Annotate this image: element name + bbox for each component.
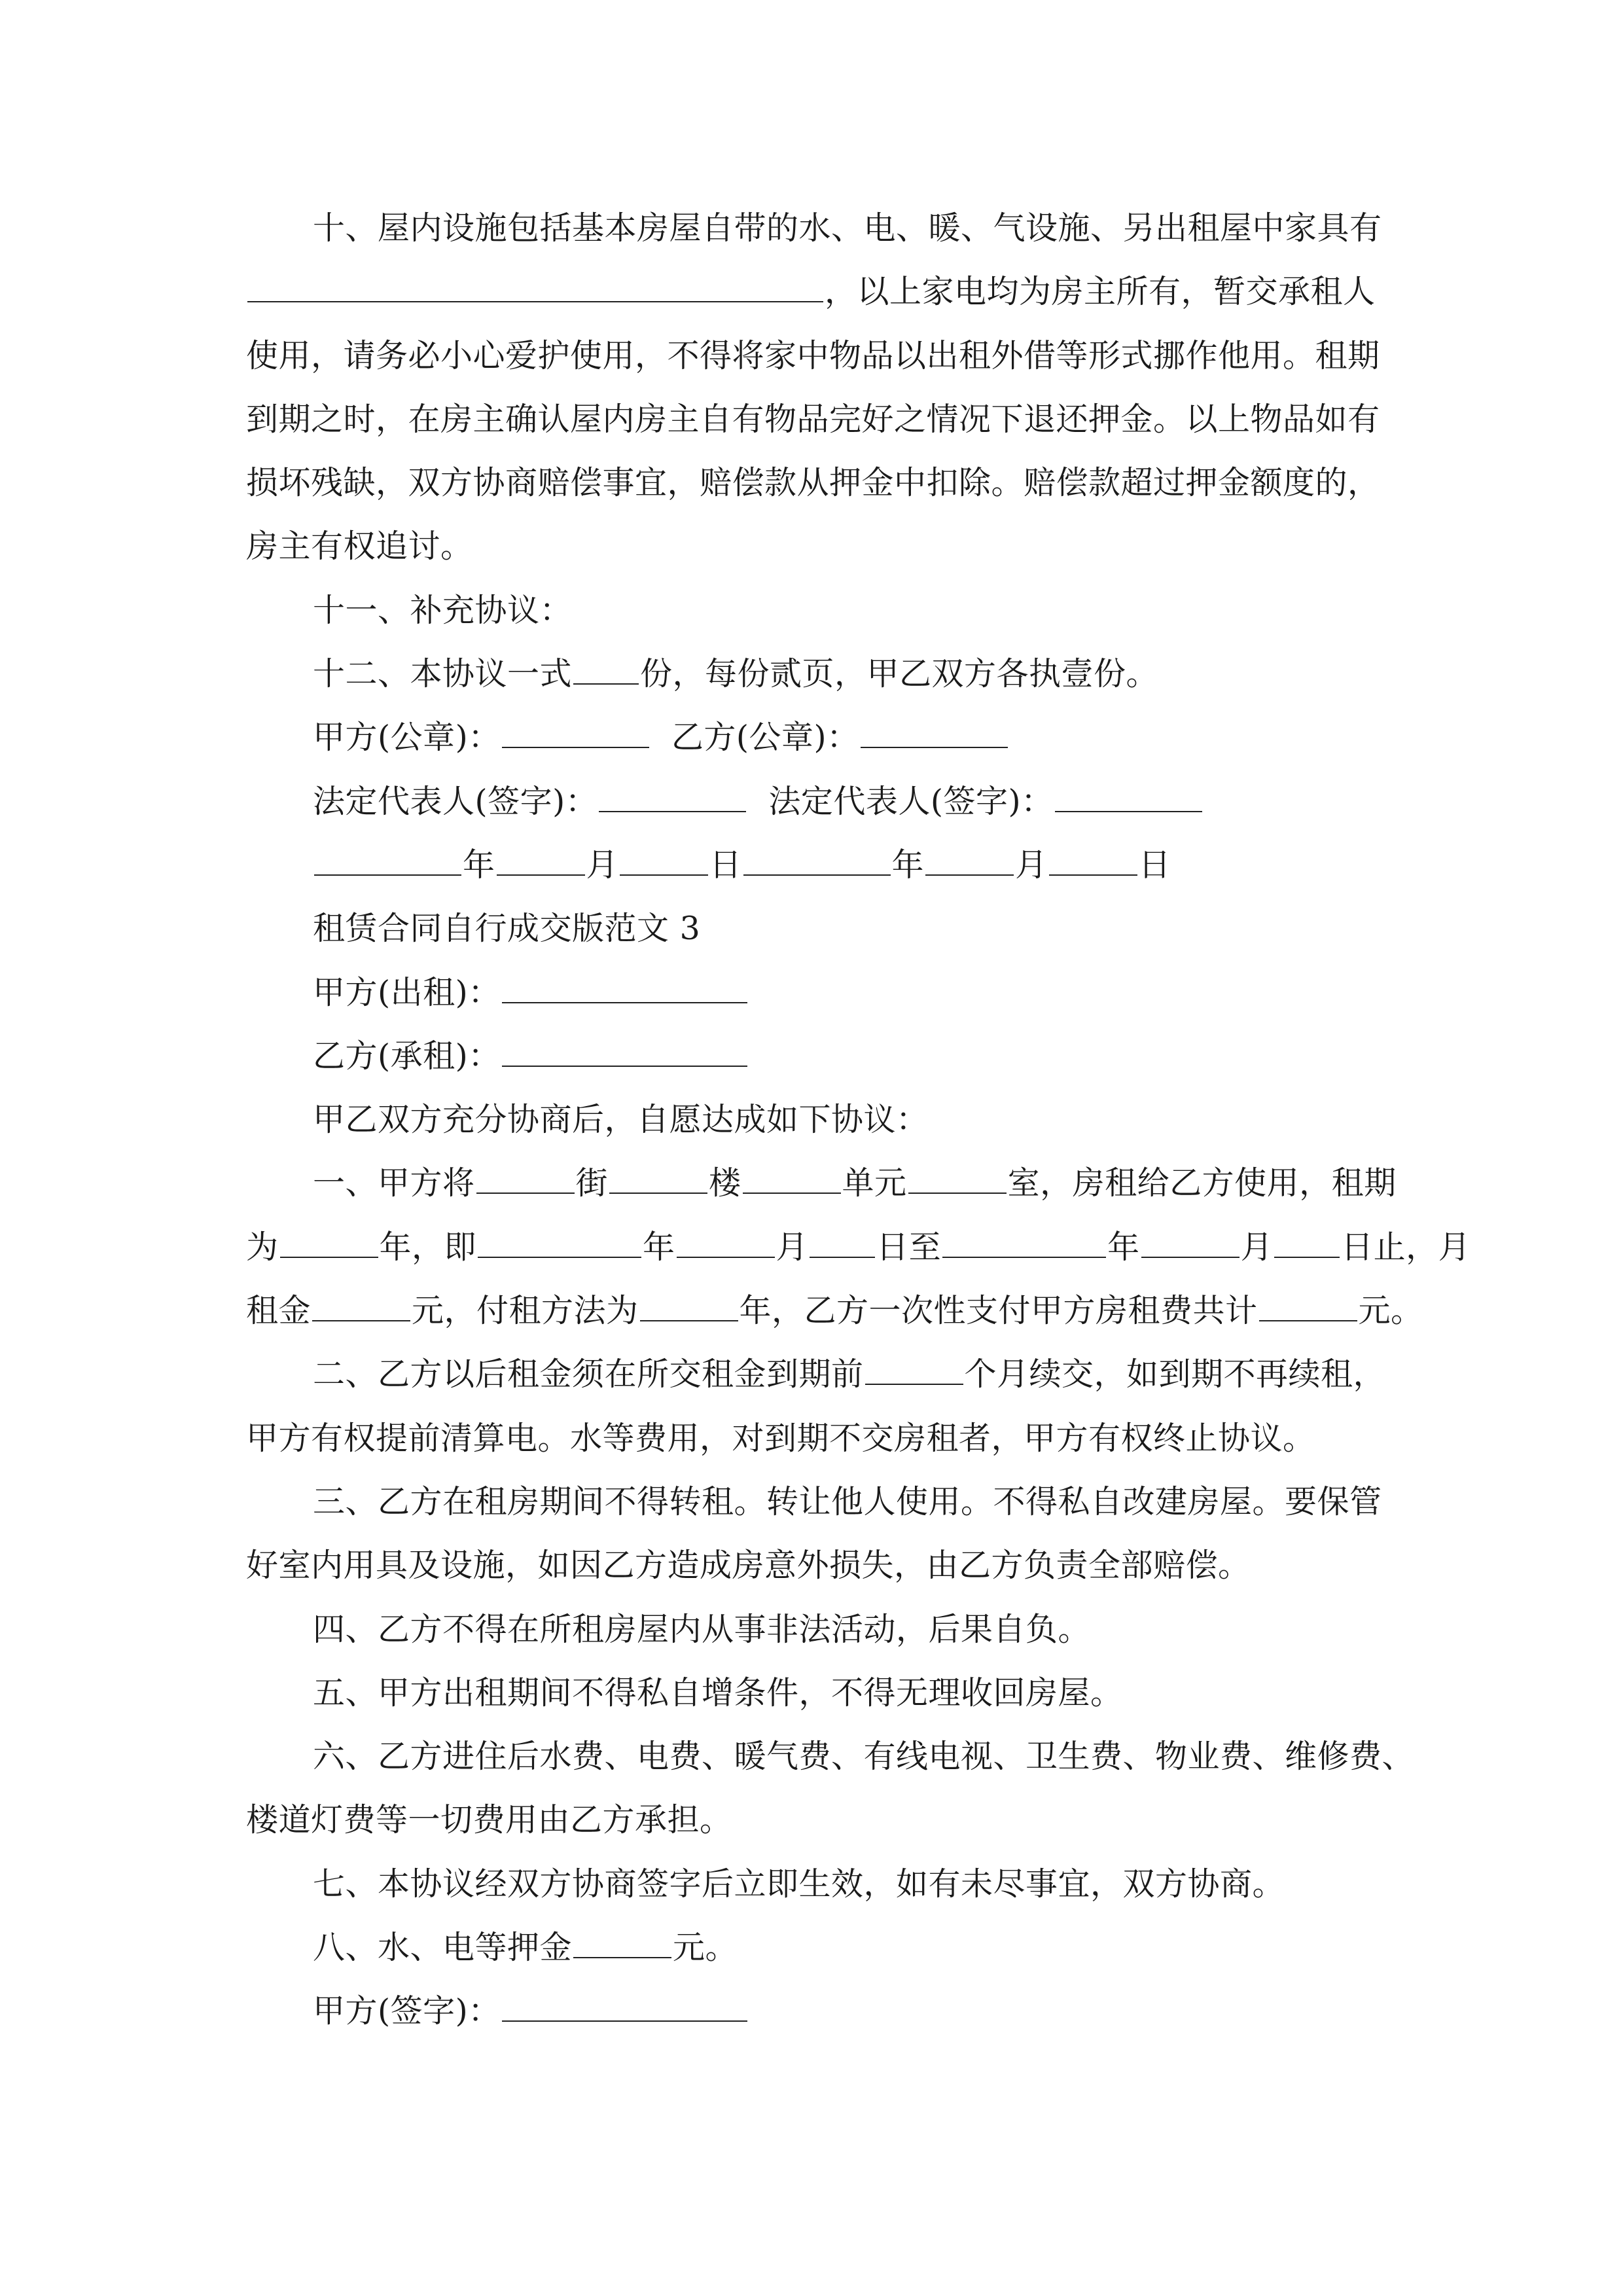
- start-year-blank[interactable]: [478, 1227, 641, 1258]
- end-year-blank[interactable]: [942, 1227, 1106, 1258]
- document-page: [246, 196, 1471, 2043]
- payment-years-blank[interactable]: [640, 1290, 738, 1321]
- total-rent-blank[interactable]: [1259, 1290, 1357, 1321]
- lessor-blank[interactable]: [502, 972, 747, 1003]
- clause-6: 六、乙方进住后水费、电费、暖气费、有线电视、卫生费、物业费、维修费、: [313, 1738, 1415, 1776]
- clause-8: 八、水、电等押金 元。: [246, 1916, 1398, 1979]
- clause-10-line-5: 损坏残缺，双方协商赔偿事宜，赔偿款从押金中扣除。赔偿款超过押金额度的，: [246, 464, 1380, 502]
- date-b-year-blank[interactable]: [743, 844, 891, 876]
- clause-4: 四、乙方不得在所租房屋内从事非法活动，后果自负。: [313, 1610, 1091, 1648]
- rep-b-label: 法定代表人(签字)：: [768, 782, 1054, 820]
- term-years-blank[interactable]: [280, 1227, 378, 1258]
- clause-10-line-4: 到期之时，在房主确认屋内房主自有物品完好之情况下退还押金。以上物品如有: [246, 400, 1380, 438]
- renewal-months-blank[interactable]: [865, 1354, 963, 1385]
- copies-blank[interactable]: [573, 653, 639, 685]
- date-row: 年 月 日 年 月 日: [246, 833, 1398, 897]
- clause-3-cont: 好室内用具及设施，如因乙方造成房意外损失，由乙方负责全部赔偿。: [246, 1547, 1251, 1585]
- clause-1: 一、甲方将 街 楼 单元 室，房租给乙方使用，租期: [246, 1151, 1398, 1215]
- clause-10-line-1: 十、屋内设施包括基本房屋自带的水、电、暖、气设施、另出租屋中家具有: [313, 209, 1382, 247]
- party-b-seal-blank[interactable]: [861, 717, 1008, 748]
- seal-row: [246, 706, 1398, 769]
- start-month-blank[interactable]: [677, 1227, 775, 1258]
- furniture-blank[interactable]: [247, 271, 823, 302]
- end-day-blank[interactable]: [1274, 1227, 1340, 1258]
- final-sign-row: [246, 1979, 1398, 2043]
- party-a-seal-blank[interactable]: [502, 717, 649, 748]
- final-sign-blank[interactable]: [502, 1990, 747, 2022]
- intro: 甲乙双方充分协商后，自愿达成如下协议：: [313, 1101, 929, 1139]
- lessor-row: [246, 961, 1398, 1024]
- final-sign-label: 甲方(签字)：: [313, 1992, 501, 2030]
- clause-12: 十二、本协议一式 份，每份贰页，甲乙双方各执壹份。: [246, 642, 1398, 706]
- street-blank[interactable]: [476, 1162, 575, 1194]
- section-title: 租赁合同自行成交版范文 3: [313, 910, 701, 948]
- clause-2-cont: 甲方有权提前清算电。水等费用，对到期不交房租者，甲方有权终止协议。: [246, 1419, 1315, 1457]
- lessee-row: [246, 1024, 1398, 1088]
- clause-7: 七、本协议经双方协商签字后立即生效，如有未尽事宜，双方协商。: [313, 1865, 1285, 1903]
- end-month-blank[interactable]: [1141, 1227, 1240, 1258]
- building-blank[interactable]: [609, 1162, 707, 1194]
- clause-11: 十一、补充协议：: [313, 591, 573, 629]
- date-a-day-blank[interactable]: [620, 844, 708, 876]
- unit-blank[interactable]: [743, 1162, 841, 1194]
- clause-10-line-2: ，以上家电均为房主所有，暂交承租人: [246, 260, 1398, 323]
- clause-3: 三、乙方在租房期间不得转租。转让他人使用。不得私自改建房屋。要保管: [313, 1482, 1382, 1520]
- date-b-day-blank[interactable]: [1049, 844, 1137, 876]
- party-b-seal-label: 乙方(公章)：: [671, 719, 859, 757]
- date-a-month-blank[interactable]: [497, 844, 585, 876]
- deposit-blank[interactable]: [573, 1927, 671, 1958]
- clause-6-cont: 楼道灯费等一切费用由乙方承担。: [246, 1801, 732, 1839]
- lessee-blank[interactable]: [502, 1035, 747, 1067]
- date-b-month-blank[interactable]: [925, 844, 1014, 876]
- date-a-year-blank[interactable]: [314, 844, 461, 876]
- rep-a-blank[interactable]: [599, 781, 746, 812]
- clause-5: 五、甲方出租期间不得私自增条件，不得无理收回房屋。: [313, 1674, 1123, 1712]
- start-day-blank[interactable]: [810, 1227, 875, 1258]
- lessee-label: 乙方(承租)：: [313, 1037, 501, 1075]
- clause-10-line-3: 使用，请务必小心爱护使用，不得将家中物品以出租外借等形式挪作他用。租期: [246, 336, 1380, 374]
- representative-row: [246, 770, 1398, 833]
- monthly-rent-blank[interactable]: [312, 1290, 410, 1321]
- party-a-seal-label: 甲方(公章)：: [313, 719, 501, 757]
- clause-10-cont: [246, 260, 1398, 578]
- rep-b-blank[interactable]: [1055, 781, 1202, 812]
- clause-10-line-6: 房主有权追讨。: [246, 528, 473, 565]
- lessor-label: 甲方(出租)：: [313, 973, 501, 1011]
- clause-1-cont: 为 年，即 年 月 日至 年 月 日止，月 租金 元，付租方法为 年，乙方一次性支付甲方房租费共计 元。: [246, 1215, 1398, 1343]
- room-blank[interactable]: [908, 1162, 1007, 1194]
- clause-10: [246, 196, 1398, 260]
- rep-a-label: 法定代表人(签字)：: [313, 782, 598, 820]
- clause-2: 二、乙方以后租金须在所交租金到期前 个月续交，如到期不再续租，: [246, 1342, 1398, 1406]
